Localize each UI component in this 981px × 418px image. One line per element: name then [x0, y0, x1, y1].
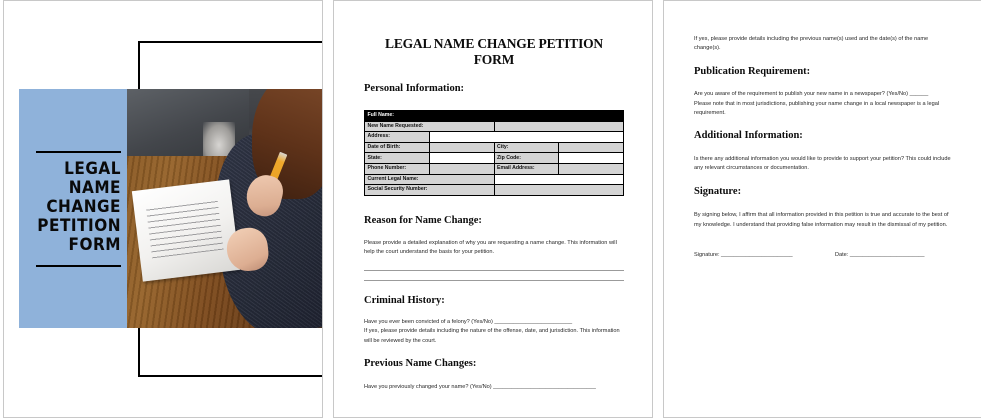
- section-heading-reason-for-name-change: Reason for Name Change:: [364, 214, 482, 226]
- cover-title-line-2: NAME: [68, 177, 121, 198]
- cell-current-legal-name-label: Current Legal Name:: [365, 174, 495, 185]
- table-row: [365, 132, 624, 143]
- cell-city-label: City:: [494, 142, 559, 153]
- cover-blue-panel: [19, 89, 127, 328]
- section-heading-additional-information: Additional Information:: [694, 130, 803, 142]
- cell-state-label: State:: [365, 153, 430, 164]
- cell-zip-code-input[interactable]: [559, 153, 624, 164]
- additional-information-body: Is there any additional information you would like to provide to support your petition? This could include any relevant circumstances or documentation.: [694, 156, 951, 172]
- gutter-between-page-2-and-3: [653, 0, 663, 418]
- cell-full-name-label: Full Name:: [365, 111, 624, 122]
- cell-date-of-birth-input[interactable]: [429, 142, 494, 153]
- table-row: [365, 185, 624, 196]
- page-1-cover[interactable]: [3, 0, 323, 418]
- cover-band: [19, 89, 323, 328]
- cell-address-input[interactable]: [429, 132, 623, 143]
- page-title: LEGAL NAME CHANGE PETITION FORM: [385, 36, 603, 67]
- cover-photo: [127, 89, 323, 328]
- photo-paper-form: [132, 179, 240, 281]
- section-heading-personal-information: Personal Information:: [364, 83, 465, 94]
- cell-new-name-requested-label: New Name Requested:: [365, 121, 495, 132]
- publication-requirement-body: Please note that in most jurisdictions, publishing your name change in a local newspaper is a legal requirement.: [694, 100, 940, 116]
- publication-requirement-question[interactable]: Are you aware of the requirement to publish your new name in a newspaper? (Yes/No) ______: [694, 91, 929, 98]
- cover-title-line-1: LEGAL: [64, 158, 121, 179]
- cover-title-line-4: PETITION: [37, 215, 121, 236]
- table-row: [365, 163, 624, 174]
- cover-title-line-5: FORM: [68, 234, 121, 255]
- section-heading-signature: Signature:: [694, 186, 742, 198]
- personal-information-table-body: [365, 111, 624, 196]
- section-heading-criminal-history: Criminal History:: [364, 295, 445, 307]
- cover-title-line-3: CHANGE: [46, 196, 121, 217]
- page-2-content: [334, 1, 652, 417]
- cell-social-security-number-input[interactable]: [494, 185, 624, 196]
- cell-email-address-input[interactable]: [559, 163, 624, 174]
- page-2-form[interactable]: [333, 0, 653, 418]
- cell-phone-number-input[interactable]: [429, 163, 494, 174]
- table-row: [365, 153, 624, 164]
- table-row: [365, 121, 624, 132]
- page-3-form[interactable]: [663, 0, 981, 418]
- table-row: [365, 111, 624, 122]
- cover-title: [37, 160, 121, 255]
- cell-new-name-requested-input[interactable]: [494, 121, 624, 132]
- cover-rule-bottom: [36, 265, 121, 267]
- reason-for-name-change-body: Please provide a detailed explanation of why you are requesting a name change. This information will help the court understand the basis for your petition.: [364, 239, 617, 255]
- signature-field[interactable]: Signature: _______________________: [694, 251, 793, 258]
- section-heading-previous-name-changes: Previous Name Changes:: [364, 357, 477, 369]
- section-heading-publication-requirement: Publication Requirement:: [694, 66, 811, 78]
- cover-rule-top: [36, 151, 121, 153]
- criminal-history-body: If yes, please provide details including the nature of the offense, date, and jurisdiction. This information will be reviewed by the court.: [364, 328, 620, 344]
- date-field[interactable]: Date: ________________________: [834, 251, 925, 258]
- cell-date-of-birth-label: Date of Birth:: [365, 142, 430, 153]
- gutter-between-page-1-and-2: [323, 0, 333, 418]
- criminal-history-question[interactable]: Have you ever been convicted of a felony? (Yes/No) _________________________: [364, 319, 573, 326]
- table-row: [365, 142, 624, 153]
- signature-line-row: [694, 252, 955, 258]
- personal-information-table[interactable]: [364, 110, 624, 196]
- cell-city-input[interactable]: [559, 142, 624, 153]
- cell-address-label: Address:: [365, 132, 430, 143]
- previous-name-changes-continuation: If yes, please provide details including the previous name(s) used and the date(s) of the name change(s).: [694, 36, 929, 52]
- cell-zip-code-label: Zip Code:: [494, 153, 559, 164]
- table-row: [365, 174, 624, 185]
- page-3-content: [664, 1, 981, 417]
- previous-name-changes-question[interactable]: Have you previously changed your name? (Yes/No) _________________________________: [364, 383, 596, 390]
- signature-affirmation-body: By signing below, I affirm that all information provided in this petition is true and accurate to the best of my knowledge. I understand that providing false information may result in the dismissal of my petition.: [694, 212, 949, 228]
- cell-email-address-label: Email Address:: [494, 163, 559, 174]
- cell-current-legal-name-input[interactable]: [494, 174, 624, 185]
- cell-phone-number-label: Phone Number:: [365, 163, 430, 174]
- cell-state-input[interactable]: [429, 153, 494, 164]
- cell-social-security-number-label: Social Security Number:: [365, 185, 495, 196]
